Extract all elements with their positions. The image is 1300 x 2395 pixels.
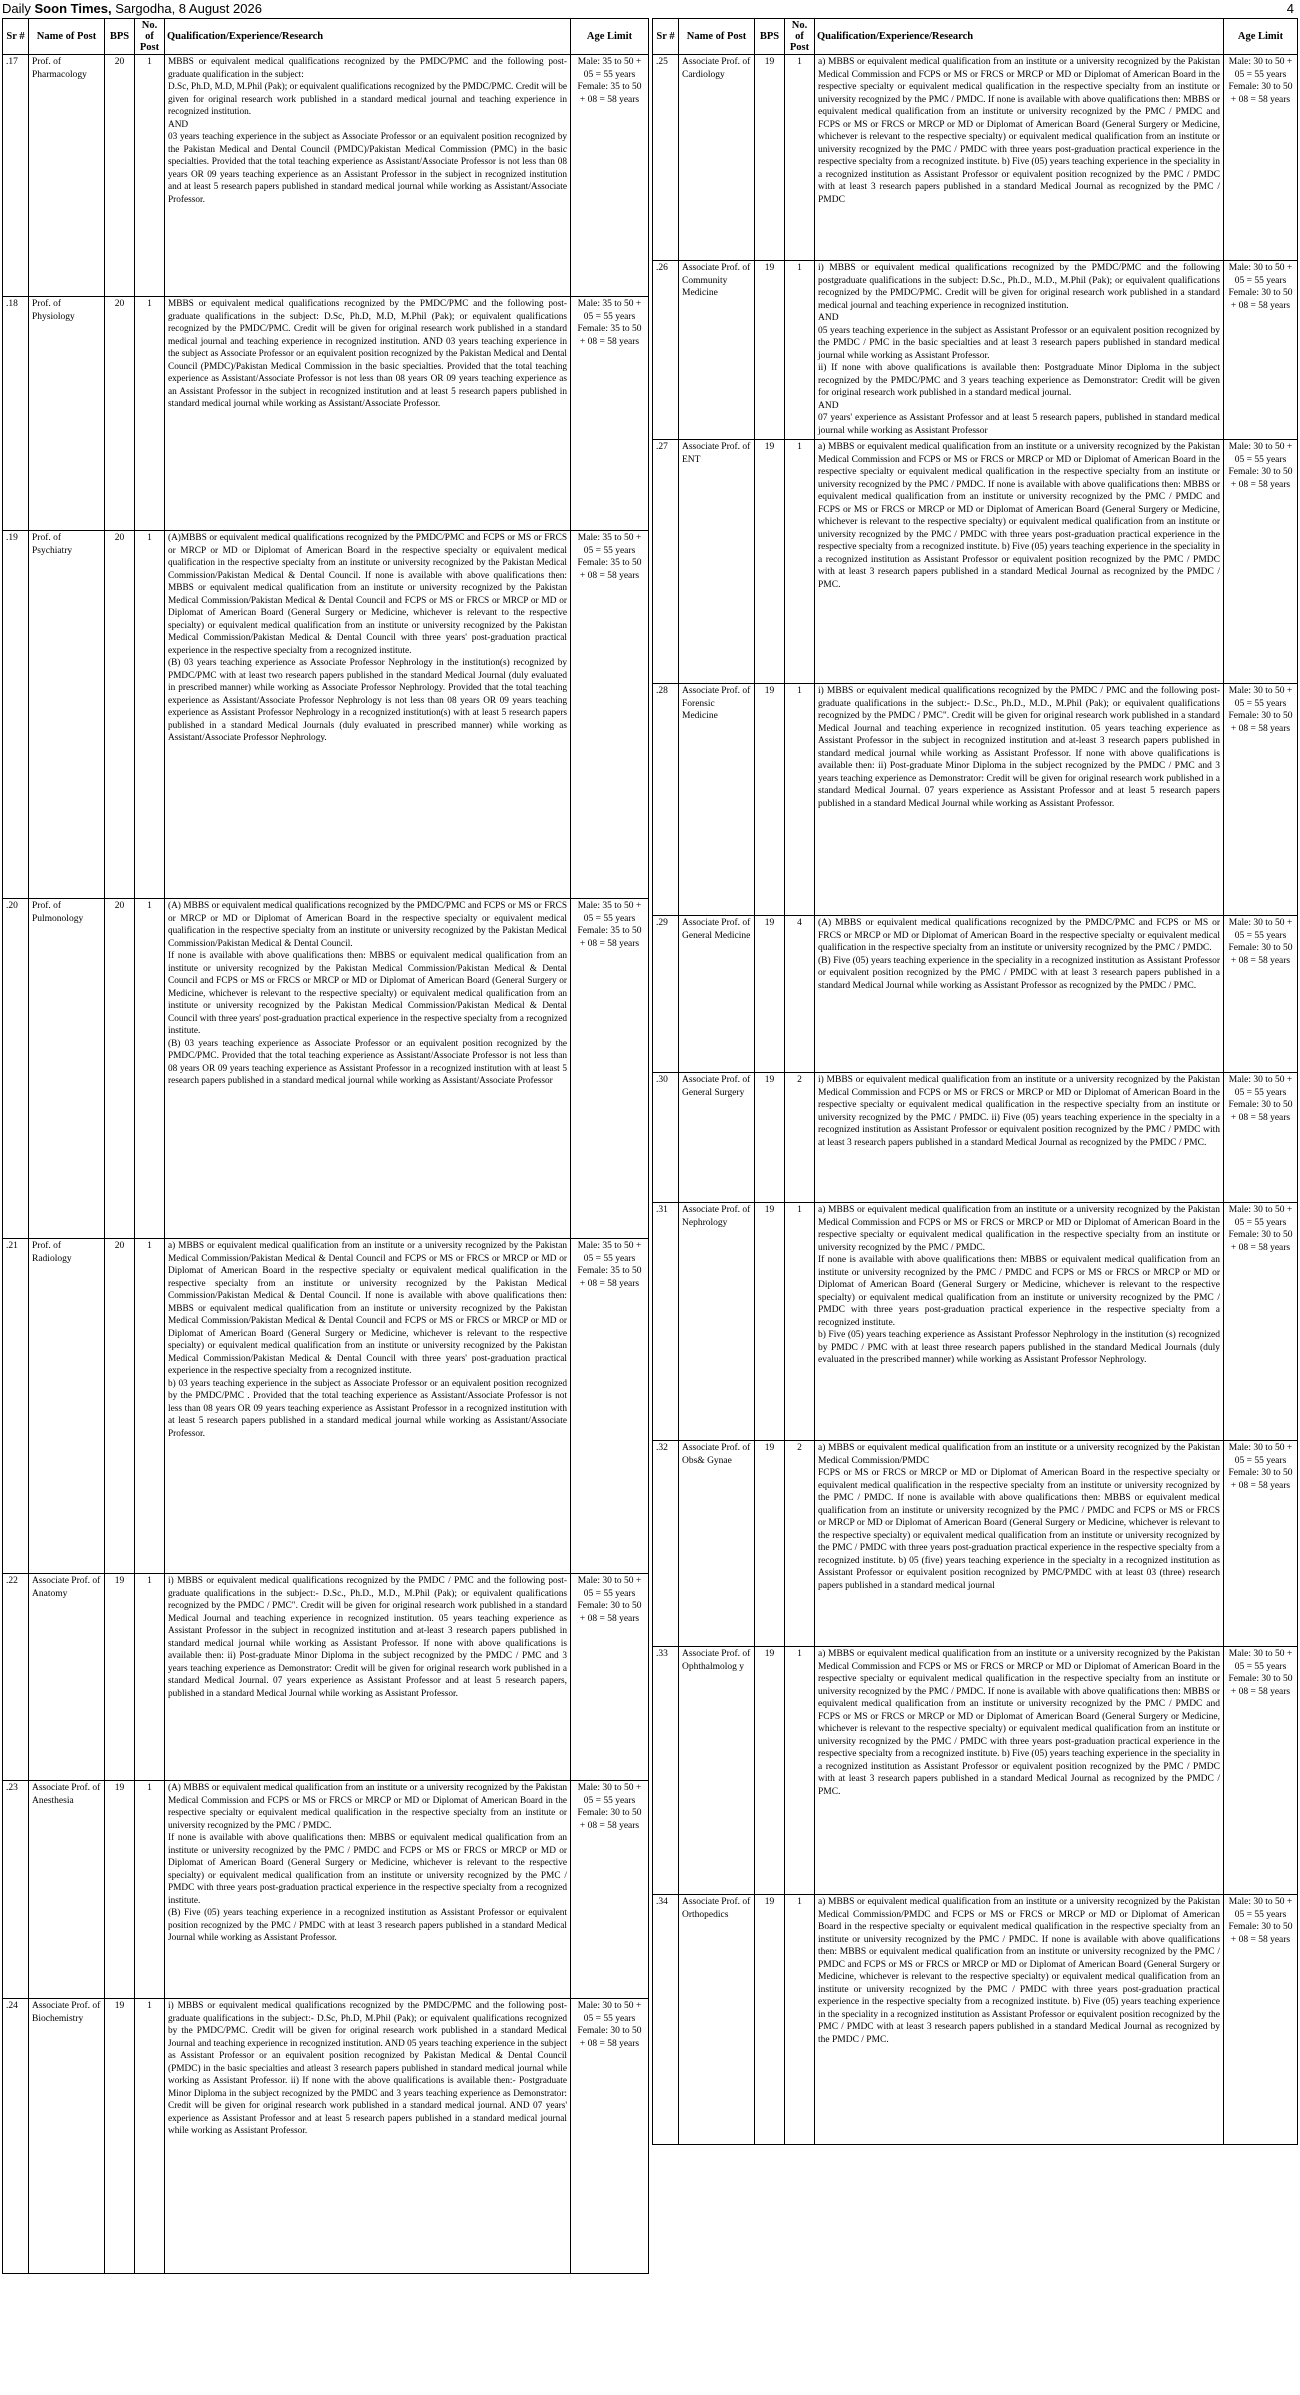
header-no-of-post: No. of Post (135, 19, 165, 55)
qualification-text: a) MBBS or equivalent medical qualification from an institute or a university recognized by the Pakistan Medical Commission and FCPS or MS or FRCS or MRCP or MD or Diplomat of American Board in the respective specialty or equivalent medical qualification in the respective specialty from an institute or university recognized by the PMC / PMDC. If none is available with above qualifications then: MBBS or equivalent medical qualification from an institute or university recognized by the PMC / PMDC and FCPS or MS or FRCS or MRCP or MD or Diplomat of American Board (General Surgery or Medicine, whichever is relevant to the respective specialty) or equivalent medical qualification from an institute or university recognized by the PMC / PMDC with three years post-graduation practical experience in the respective specialty from a recognized institute. b) Five (05) years teaching experience in the speciality in a recognized institution as Assistant Professor or equivalent position recognized by the PMC / PMDC with at least 3 research papers published in a standard Medical Journal as recognized by the PMDC / PMC. (815, 1647, 1224, 1895)
no-of-posts: 1 (785, 55, 815, 261)
table-row (3, 1574, 649, 1781)
bps-grade: 19 (755, 55, 785, 261)
row-sr-number: .33 (653, 1647, 679, 1895)
bps-grade: 19 (755, 916, 785, 1073)
age-limit: Male: 30 to 50 + 05 = 55 years Female: 30 to 50 + 08 = 58 years (1224, 916, 1298, 1073)
no-of-posts: 1 (785, 1203, 815, 1441)
table-row (653, 440, 1298, 684)
table-row (653, 684, 1298, 916)
table-row (653, 1203, 1298, 1441)
age-limit: Male: 30 to 50 + 05 = 55 years Female: 30 to 50 + 08 = 58 years (1224, 1203, 1298, 1441)
qualification-text: i) MBBS or equivalent medical qualifications recognized by the PMDC/PMC and the following postgraduate qualifications in the subject: D.Sc., Ph.D., M.D., M.Phil (Pak); or equivalent qualifications recognized by the PMDC/PMC. Credit will be given for original research work published in a standard medical journal and teaching experience in recognized institution. AND 05 years teaching experience in the subject as Assistant Professor or an equivalent position recognized by the PMDC / PMC in the basic specialties and at least 3 research papers published in standard medical journal while working as Assistant Professor. ii) If none with above qualifications is available then: Postgraduate Minor Diploma in the subject recognized by the PMDC/PMC and 3 years teaching experience as Demonstrator: Credit will be given for original research work published in a standard medical journal. AND 07 years' experience as Assistant Professor and at least 5 research papers, published in standard medical journal while working as Assistant Professor (815, 261, 1224, 440)
post-name: Associate Prof. of Obs& Gynae (679, 1441, 755, 1647)
bps-grade: 20 (105, 899, 135, 1239)
no-of-posts: 4 (785, 916, 815, 1073)
age-limit: Male: 30 to 50 + 05 = 55 years Female: 30 to 50 + 08 = 58 years (1224, 1647, 1298, 1895)
qualification-text: i) MBBS or equivalent medical qualifications recognized by the PMDC/PMC and the following post-graduate qualifications in the subject:- D.Sc, Ph.D, M.Phil (Pak); or equivalent qualifications recognized by the PMDC/PMC. Credit will be given for original research work published in a standard Medical Journal and teaching experience in recognized institution. AND 05 years teaching experience in the subject as Assistant Professor or an equivalent position recognized by Pakistan Medical & Dental Council (PMDC) in the basic specialties and atleast 3 research papers published in standard medical journal while working as Assistant Professor. ii) If none with the above qualifications is available then:- Postgraduate Minor Diploma in the subject recognized by the PMDC and 3 years teaching experience as Demonstrator: Credit will be given for original research work published in a standard medical journal. AND 07 years' experience as Assistant Professor and at least 5 research papers published in a standard medical journal while working as Assistant Professor. (165, 1999, 571, 2274)
qualification-text: i) MBBS or equivalent medical qualifications recognized by the PMDC / PMC and the following post-graduate qualifications in the subject:- D.Sc., Ph.D., M.D., M.Phil (Pak); or equivalent qualifications recognized by the PMDC / PMC". Credit will be given for original research work published in a standard Medical Journal and teaching experience in recognized institution. 05 years teaching experience as Assistant Professor in the subject in recognized institution and at-least 3 research papers published in standard medical journal while working as Assistant Professor. If none with above qualifications is available then: ii) Post-graduate Minor Diploma in the subject recognized by the PMDC / PMC and 3 years teaching experience as Demonstrator: Credit will be given for original research work published in a standard Medical Journal. 07 years experience as Assistant Professor and at least 5 research papers published in a standard Medical Journal while working as Assistant Professor. (815, 684, 1224, 916)
header-age-limit: Age Limit (571, 19, 649, 55)
age-limit: Male: 30 to 50 + 05 = 55 years Female: 30 to 50 + 08 = 58 years (1224, 261, 1298, 440)
table-header-row (3, 19, 649, 55)
row-sr-number: .24 (3, 1999, 29, 2274)
table-row (3, 899, 649, 1239)
age-limit: Male: 30 to 50 + 05 = 55 years Female: 30 to 50 + 08 = 58 years (1224, 684, 1298, 916)
left-column (2, 18, 649, 2274)
qualification-text: (A) MBBS or equivalent medical qualifications recognized by the PMDC/PMC and FCPS or MS or FRCS or MRCP or MD or Diplomat of American Board in the respective specialty or equivalent medical qualification in the respective specialty from an institute or university recognized by the Pakistan Medical Commission/Pakistan Medical & Dental Council. If none is available with above qualifications then: MBBS or equivalent medical qualification from an institute or university recognized by the Pakistan Medical Commission/Pakistan Medical & Dental Council and FCPS or MS or FRCS or MRCP or MD or Diplomat of American Board (General Surgery or Medicine, whichever is relevant to the respective specialty) or equivalent medical qualification from an institute or university recognized by the Pakistan Medical Commission/Pakistan Medical & Dental Council with three years' post-graduation practical experience in the respective specialty from a recognized institute. (B) 03 years teaching experience as Associate Professor or an equivalent position recognized by the PMDC/PMC. Provided that the total teaching experience as Assistant/Associate Professor is not less than 08 years OR 09 years teaching experience as Assistant Professor in a recognized institution with at least 5 research papers published in a standard medical journal while working as Assistant/Associate Professor (165, 899, 571, 1239)
bps-grade: 19 (105, 1999, 135, 2274)
qualification-text: a) MBBS or equivalent medical qualification from an institute or a university recognized by the Pakistan Medical Commission/PMDC and FCPS or MS or FRCS or MRCP or MD or Diplomat of American Board in the respective specialty or equivalent medical qualification in the respective specialty from an institute or university recognized by the PMC / PMDC. If none is available with above qualifications then: MBBS or equivalent medical qualification from an institute or university recognized by the PMC / PMDC and FCPS or MS or FRCS or MRCP or MD or Diplomat of American Board (General Surgery or Medicine, whichever is relevant to the respective specialty) or equivalent medical qualification from an institute or university recognized by the PMC / PMDC with three years post-graduation practical experience in the respective specialty from a recognized institute. b) Five (05) years teaching experience in the speciality in a recognized institution as Assistant Professor or equivalent position recognized by the PMC / PMDC with at least 3 research papers published in a standard Medical Journal as recognized by the PMDC / PMC. (815, 1895, 1224, 2145)
no-of-posts: 1 (135, 1239, 165, 1574)
newspaper-name: Soon Times, (34, 1, 112, 16)
no-of-posts: 1 (135, 1574, 165, 1781)
masthead-prefix: Daily (2, 1, 35, 16)
table-row (653, 1647, 1298, 1895)
row-sr-number: .30 (653, 1073, 679, 1203)
header-sr: Sr # (653, 19, 679, 55)
age-limit: Male: 30 to 50 + 05 = 55 years Female: 30 to 50 + 08 = 58 years (571, 1781, 649, 1999)
age-limit: Male: 30 to 50 + 05 = 55 years Female: 30 to 50 + 08 = 58 years (1224, 1441, 1298, 1647)
qualification-text: a) MBBS or equivalent medical qualification from an institute or a university recognized by the Pakistan Medical Commission and FCPS or MS or FRCS or MRCP or MD or Diplomat of American Board in the respective specialty or equivalent medical qualification in the respective specialty from an institute or university recognized by the PMC / PMDC. If none is available with above qualifications then: MBBS or equivalent medical qualification from an institute or university recognized by the PMC / PMDC and FCPS or MS or FRCS or MRCP or MD or Diplomat of American Board (General Surgery or Medicine, whichever is relevant to the respective specialty) or equivalent medical qualification from an institute or university recognized by the PMC / PMDC with three years post-graduation practical experience in the respective specialty from a recognized institute. b) Five (05) years teaching experience in the speciality in a recognized institution as Assistant Professor or equivalent position recognized by the PMC / PMDC with at least 3 research papers published in a standard Medical Journal as recognized by the PMC / PMDC (815, 55, 1224, 261)
header-bps: BPS (105, 19, 135, 55)
post-name: Associate Prof. of General Surgery (679, 1073, 755, 1203)
row-sr-number: .17 (3, 55, 29, 297)
age-limit: Male: 30 to 50 + 05 = 55 years Female: 30 to 50 + 08 = 58 years (1224, 440, 1298, 684)
no-of-posts: 1 (135, 55, 165, 297)
header-qualification: Qualification/Experience/Research (165, 19, 571, 55)
row-sr-number: .21 (3, 1239, 29, 1574)
posts-table-left (2, 18, 649, 2274)
no-of-posts: 1 (785, 261, 815, 440)
post-name: Associate Prof. of Biochemistry (29, 1999, 105, 2274)
post-name: Associate Prof. of ENT (679, 440, 755, 684)
post-name: Prof. of Pharmacology (29, 55, 105, 297)
row-sr-number: .28 (653, 684, 679, 916)
bps-grade: 20 (105, 297, 135, 531)
qualification-text: i) MBBS or equivalent medical qualification from an institute or a university recognized by the Pakistan Medical Commission and FCPS or MS or FRCS or MRCP or MD or Diplomat of American Board in the respective specialty or equivalent medical qualification in the respective specialty from an institute or university recognized by the PMC / PMDC. ii) Five (05) years teaching experience in the specialty in a recognized institution as Assistant Professor or equivalent position recognized by the PMC / PMDC with at least 3 research papers published in a standard Medical Journal as recognized by the PMDC / PMC. (815, 1073, 1224, 1203)
post-name: Prof. of Psychiatry (29, 531, 105, 899)
post-name: Associate Prof. of Orthopedics (679, 1895, 755, 2145)
age-limit: Male: 30 to 50 + 05 = 55 years Female: 30 to 50 + 08 = 58 years (571, 1574, 649, 1781)
age-limit: Male: 35 to 50 + 05 = 55 years Female: 35 to 50 + 08 = 58 years (571, 297, 649, 531)
header-name: Name of Post (29, 19, 105, 55)
age-limit: Male: 35 to 50 + 05 = 55 years Female: 35 to 50 + 08 = 58 years (571, 55, 649, 297)
header-no-of-post: No. of Post (785, 19, 815, 55)
row-sr-number: .29 (653, 916, 679, 1073)
age-limit: Male: 35 to 50 + 05 = 55 years Female: 35 to 50 + 08 = 58 years (571, 531, 649, 899)
right-column (652, 18, 1298, 2145)
no-of-posts: 1 (135, 899, 165, 1239)
row-sr-number: .27 (653, 440, 679, 684)
row-sr-number: .22 (3, 1574, 29, 1781)
no-of-posts: 1 (135, 531, 165, 899)
age-limit: Male: 30 to 50 + 05 = 55 years Female: 30 to 50 + 08 = 58 years (571, 1999, 649, 2274)
posts-table-right (652, 18, 1298, 2145)
no-of-posts: 1 (135, 1999, 165, 2274)
no-of-posts: 1 (785, 684, 815, 916)
qualification-text: a) MBBS or equivalent medical qualification from an institute or a university recognized by the Pakistan Medical Commission/Pakistan Medical & Dental Council and FCPS or MS or FRCS or MRCP or MD or Diplomat of American Board in the respective specialty or equivalent medical qualification in the respective specialty from an institute or university recognized by the Pakistan Medical Commission/Pakistan Medical & Dental Council. If none is available with above qualifications then: MBBS or equivalent medical qualification from an institute or university recognized by the Pakistan Medical Commission/Pakistan Medical & Dental Council and FCPS or MS or FRCS or MRCP or MD or Diplomat of American Board (General Surgery or Medicine, whichever is relevant to the respective specialty) or equivalent medical qualification from an institute or university recognized by the Pakistan Medical Commission/Pakistan Medical & Dental Council with three years' post-graduation practical experience in the respective specialty from a recognized institute. b) 03 years teaching experience in the subject as Associate Professor or an equivalent position recognized by the PMDC/PMC . Provided that the total teaching experience as Assistant/Associate Professor is not less than 08 years OR 09 years teaching experience as Assistant Professor in a recognized institution with at least 5 research papers published in a standard medical journal while working as Assistant/Associate Professor. (165, 1239, 571, 1574)
header-sr: Sr # (3, 19, 29, 55)
table-row (653, 55, 1298, 261)
post-name: Prof. of Physiology (29, 297, 105, 531)
table-row (3, 1999, 649, 2274)
qualification-text: MBBS or equivalent medical qualifications recognized by the PMDC/PMC and the following post-graduate qualification in the subject: D.Sc, Ph.D, M.D, M.Phil (Pak); or equivalent qualifications recognized by the PMDC/PMC. Credit will be given for original research work published in a standard medical journal and teaching experience in recognized institution. AND 03 years teaching experience in the subject as Associate Professor or an equivalent position recognized by the Pakistan Medical and Dental Council (PMDC)/Pakistan Medical Commission (PMC) in the basic specialties. Provided that the total teaching experience as Assistant/Associate Professor is not less than 08 years OR 09 years teaching experience as an Assistant Professor in the subject in recognized institution and at least 5 research papers published in standard medical journal while working as Assistant/Associate Professor. (165, 55, 571, 297)
post-name: Associate Prof. of Ophthalmolog y (679, 1647, 755, 1895)
bps-grade: 19 (755, 1895, 785, 2145)
no-of-posts: 2 (785, 1073, 815, 1203)
table-row (653, 916, 1298, 1073)
row-sr-number: .31 (653, 1203, 679, 1441)
table-row (3, 297, 649, 531)
row-sr-number: .34 (653, 1895, 679, 2145)
qualification-text: i) MBBS or equivalent medical qualifications recognized by the PMDC / PMC and the following post-graduate qualifications in the subject:- D.Sc., Ph.D., M.D., M.Phil (Pak); or equivalent qualifications recognized by the PMDC / PMC". Credit will be given for original research work published in a standard Medical Journal and teaching experience in recognized institution. 05 years teaching experience as Assistant Professor in the subject in recognized institution and at-least 3 research papers published in standard medical journal while working as Assistant Professor. If none with above qualifications is available then: ii) Post-graduate Minor Diploma in the subject recognized by the PMDC / PMC and 3 years teaching experience as Demonstrator: Credit will be given for original research work published in a standard Medical Journal. 07 years experience as Assistant Professor and at least 5 research papers, published in a standard Medical Journal while working as Assistant Professor. (165, 1574, 571, 1781)
bps-grade: 19 (105, 1781, 135, 1999)
bps-grade: 20 (105, 55, 135, 297)
row-sr-number: .32 (653, 1441, 679, 1647)
row-sr-number: .20 (3, 899, 29, 1239)
qualification-text: a) MBBS or equivalent medical qualification from an institute or a university recognized by the Pakistan Medical Commission and FCPS or MS or FRCS or MRCP or MD or Diplomat of American Board in the respective specialty or equivalent medical qualification in the respective specialty from an institute or university recognized by the PMC / PMDC. If none is available with above qualifications then: MBBS or equivalent medical qualification from an institute or university recognized by the PMC / PMDC and FCPS or MS or FRCS or MRCP or MD or Diplomat of American Board (General Surgery or Medicine, whichever is relevant to the respective specialty) or equivalent medical qualification from an institute or university recognized by the PMC / PMDC with three years post-graduation practical experience in the respective specialty from a recognized institute. b) Five (05) years teaching experience in the speciality in a recognized institution as Assistant Professor or equivalent position recognized by the PMC / PMDC with at least 3 research papers published in a standard Medical Journal as recognized by the PMDC / PMC. (815, 440, 1224, 684)
age-limit: Male: 30 to 50 + 05 = 55 years Female: 30 to 50 + 08 = 58 years (1224, 55, 1298, 261)
post-name: Prof. of Radiology (29, 1239, 105, 1574)
table-row (3, 55, 649, 297)
post-name: Associate Prof. of Anesthesia (29, 1781, 105, 1999)
age-limit: Male: 30 to 50 + 05 = 55 years Female: 30 to 50 + 08 = 58 years (1224, 1895, 1298, 2145)
post-name: Prof. of Pulmonology (29, 899, 105, 1239)
bps-grade: 20 (105, 1239, 135, 1574)
table-row (3, 531, 649, 899)
bps-grade: 19 (755, 1647, 785, 1895)
row-sr-number: .25 (653, 55, 679, 261)
qualification-text: (A)MBBS or equivalent medical qualifications recognized by the PMDC/PMC and FCPS or MS or FRCS or MRCP or MD or Diplomat of American Board in the respective specialty or equivalent medical qualification in the respective specialty from an institute or university recognized by the Pakistan Medical Commission/Pakistan Medical & Dental Council. If none is available with above qualifications then: MBBS or equivalent medical qualification from an institute or university recognized by the Pakistan Medical Commission/Pakistan Medical & Dental Council and FCPS or MS or FRCS or MRCP or MD or Diplomat of American Board (General Surgery or Medicine, whichever is relevant to the respective specialty) or equivalent medical qualification from an institute or university recognized by the Pakistan Medical Commission/Pakistan Medical & Dental Council with three years' post-graduation practical experience in the respective specialty from a recognized institute. (B) 03 years teaching experience as Associate Professor Nephrology in the institution(s) recognized by PMDC/PMC with at least two research papers published in the standard Medical Journal (duly evaluated in prescribed manner) while working as Associate Professor Nephrology. Provided that the total teaching experience as Assistant/Associate Professor Nephrology is not less than 08 years OR 09 years teaching experience as Assistant Professor Nephrology in a recognized institution(s) with at least 5 research papers published in a standard Medical Journals (duly evaluated in prescribed manner) while working as Assistant/Associate Professor Nephrology. (165, 531, 571, 899)
header-bps: BPS (755, 19, 785, 55)
table-row (653, 1441, 1298, 1647)
no-of-posts: 2 (785, 1441, 815, 1647)
table-row (3, 1239, 649, 1574)
table-header-row (653, 19, 1298, 55)
qualification-text: MBBS or equivalent medical qualifications recognized by the PMDC/PMC and the following post-graduate qualifications in the subject: D.Sc, Ph.D, M.D, M.Phil (Pak); or equivalent qualifications recognized by the PMDC/PMC. Credit will be given for original research work published in a standard medical journal and teaching experience in recognized institution. AND 03 years teaching experience in the subject as Associate Professor or an equivalent position recognized by the Pakistan Medical and Dental Council (PMDC)/Pakistan Medical Commission in the basic specialties. Provided that the total teaching experience as Assistant/Associate Professor is not less than 08 years OR 09 years teaching experience as an Assistant Professor in the subject in recognized institution and at least 5 research papers published in standard medical journal while working as Assistant/Associate Professor. (165, 297, 571, 531)
qualification-text: (A) MBBS or equivalent medical qualification from an institute or a university recognized by the Pakistan Medical Commission and FCPS or MS or FRCS or MRCP or MD or Diplomat of American Board in the respective specialty or equivalent medical qualification in the respective specialty from an institute or university recognized by the PMC / PMDC. If none is available with above qualifications then: MBBS or equivalent medical qualification from an institute or university recognized by the PMC / PMDC and FCPS or MS or FRCS or MRCP or MD or Diplomat of American Board (General Surgery or Medicine, whichever is relevant to the respective specialty) or equivalent medical qualification from an institute or university recognized by the PMC / PMDC with three years post-graduation practical experience in the respective specialty from a recognized institute. (B) Five (05) years teaching experience in a recognized institution as Assistant Professor or equivalent position recognized by the PMC / PMDC with at least 3 research papers published in a standard Medical Journal while working as Assistant Professor. (165, 1781, 571, 1999)
bps-grade: 19 (755, 440, 785, 684)
no-of-posts: 1 (785, 440, 815, 684)
bps-grade: 19 (105, 1574, 135, 1781)
post-name: Associate Prof. of Anatomy (29, 1574, 105, 1781)
age-limit: Male: 35 to 50 + 05 = 55 years Female: 35 to 50 + 08 = 58 years (571, 1239, 649, 1574)
table-row (3, 1781, 649, 1999)
post-name: Associate Prof. of Nephrology (679, 1203, 755, 1441)
table-row (653, 261, 1298, 440)
post-name: Associate Prof. of Forensic Medicine (679, 684, 755, 916)
age-limit: Male: 30 to 50 + 05 = 55 years Female: 30 to 50 + 08 = 58 years (1224, 1073, 1298, 1203)
qualification-text: (A) MBBS or equivalent medical qualifications recognized by the PMDC/PMC and FCPS or MS or FRCS or MRCP or MD or Diplomat of American Board in the respective specialty or equivalent medical qualification in the respective specialty from an institute or university recognized by the PMC / PMDC. (B) Five (05) years teaching experience in the speciality in a recognized institution as Assistant Professor or equivalent position recognized by the PMC / PMDC with at least 3 research papers published in a standard Medical Journal while working as Assistant Professor as recognized by the PMDC / PMC. (815, 916, 1224, 1073)
qualification-text: a) MBBS or equivalent medical qualification from an institute or a university recognized by the Pakistan Medical Commission and FCPS or MS or FRCS or MRCP or MD or Diplomat of American Board in the respective specialty or equivalent medical qualification in the respective specialty from an institute or university recognized by the PMC / PMDC. If none is available with above qualifications then: MBBS or equivalent medical qualification from an institute or university recognized by the PMC / PMDC and FCPS or MS or FRCS or MRCP or MD or Diplomat of American Board (General Surgery or Medicine, whichever is relevant to the respective specialty) or equivalent medical qualification from an institute or university recognized by the PMC / PMDC with three years post-graduation practical experience in the respective specialty from a recognized institute. b) Five (05) years teaching experience as Assistant Professor Nephrology in the institution (s) recognized by PMDC / PMC with at least three research papers published in the standard Medical Journals (duly evaluated in the prescribed manner) while working as Assistant Professor Nephrology. (815, 1203, 1224, 1441)
row-sr-number: .26 (653, 261, 679, 440)
bps-grade: 20 (105, 531, 135, 899)
bps-grade: 19 (755, 684, 785, 916)
no-of-posts: 1 (785, 1895, 815, 2145)
page-number: 4 (1286, 1, 1294, 16)
qualification-text: a) MBBS or equivalent medical qualification from an institute or a university recognized by the Pakistan Medical Commission/PMDC FCPS or MS or FRCS or MRCP or MD or Diplomat of American Board in the respective specialty or equivalent medical qualification in the respective specialty from an institute or university recognized by the PMC / PMDC. If none is available with above qualifications then: MBBS or equivalent medical qualification from an institute or university recognized by the PMC / PMDC and FCPS or MS or FRCS or MRCP or MD or Diplomat of American Board (General Surgery or Medicine, whichever is relevant to the respective specialty) or equivalent medical qualification from an institute or university recognized by the PMC / PMDC with three years post-graduation practical experience in the respective specialty from a recognized institute. b) 05 (five) years teaching experience in the specialty in a recognized institution as Assistant Professor or equivalent position recognized by PMC/PMDC with at least 03 (three) research papers published in a standard medical journal (815, 1441, 1224, 1647)
table-row (653, 1073, 1298, 1203)
no-of-posts: 1 (785, 1647, 815, 1895)
masthead (2, 0, 1298, 18)
row-sr-number: .18 (3, 297, 29, 531)
bps-grade: 19 (755, 1441, 785, 1647)
bps-grade: 19 (755, 1073, 785, 1203)
age-limit: Male: 35 to 50 + 05 = 55 years Female: 35 to 50 + 08 = 58 years (571, 899, 649, 1239)
post-name: Associate Prof. of Community Medicine (679, 261, 755, 440)
post-name: Associate Prof. of Cardiology (679, 55, 755, 261)
table-row (653, 1895, 1298, 2145)
header-name: Name of Post (679, 19, 755, 55)
bps-grade: 19 (755, 1203, 785, 1441)
bps-grade: 19 (755, 261, 785, 440)
row-sr-number: .19 (3, 531, 29, 899)
masthead-place-date: Sargodha, 8 August 2026 (111, 1, 262, 16)
row-sr-number: .23 (3, 1781, 29, 1999)
header-age-limit: Age Limit (1224, 19, 1298, 55)
no-of-posts: 1 (135, 297, 165, 531)
header-qualification: Qualification/Experience/Research (815, 19, 1224, 55)
post-name: Associate Prof. of General Medicine (679, 916, 755, 1073)
no-of-posts: 1 (135, 1781, 165, 1999)
